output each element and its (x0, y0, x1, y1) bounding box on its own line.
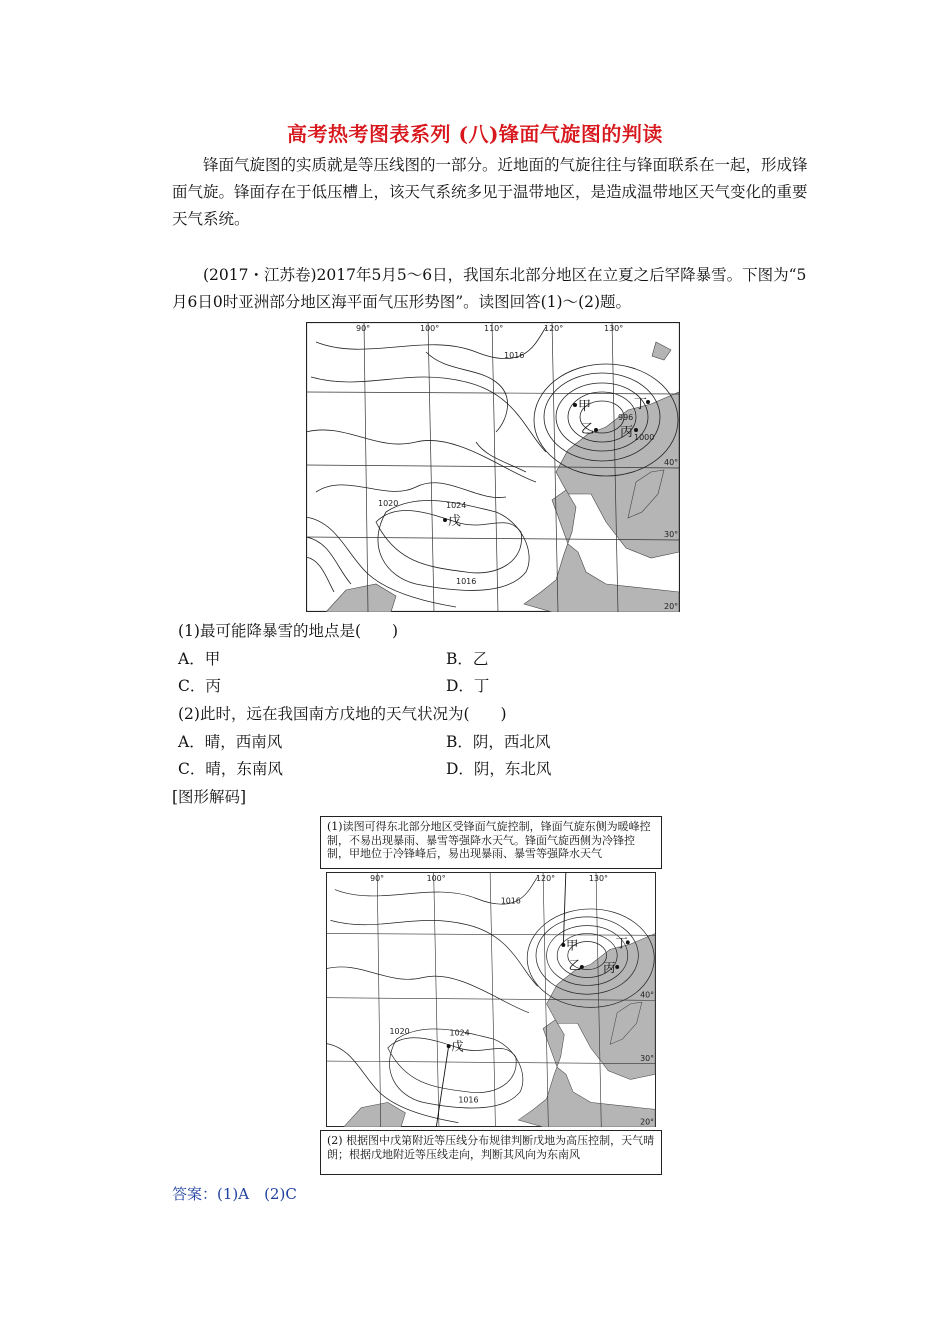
pressure-map (306, 322, 680, 612)
place-jia: 甲 (578, 399, 592, 414)
q1-option-d[interactable]: D．丁 (446, 677, 490, 695)
lon-label-100: 100° (420, 324, 440, 333)
decode-lon-130: 130° (588, 873, 609, 883)
decode-isobar-1016: 1016 (500, 896, 521, 906)
decode-place-wu: 戊 (451, 1039, 464, 1054)
decode-lat-40: 40° (640, 990, 655, 1000)
decode-place-ding: 丁 (615, 936, 628, 951)
decode-isobar-1016b: 1016 (458, 1095, 479, 1105)
decode-lat-20: 20° (640, 1117, 655, 1127)
decode-isobar-1020: 1020 (389, 1026, 410, 1036)
decode-note-2: (2) 根据图中戊第附近等压线分布规律判断戊地为高压控制，天气晴朗；根据戊地附近等压线走向，判断其风向为东南风 (320, 1130, 662, 1175)
lat-label-30: 30° (664, 530, 679, 539)
decode-pressure-map (326, 872, 656, 1127)
place-wu: 戊 (448, 514, 462, 529)
decode-lon-120: 120° (536, 873, 556, 883)
question-stem: (2017・江苏卷)2017年5月5～6日，我国东北部分地区在立夏之后罕降暴雪。下图为“5月6日0时亚洲部分地区海平面气压形势图”。读图回答(1)～(2)题。 (172, 266, 807, 311)
decode-place-yi: 乙 (568, 958, 582, 973)
q1-option-a[interactable]: A．甲 (178, 650, 221, 668)
isobar-label-996: 996 (618, 413, 634, 422)
lat-label-20: 20° (664, 602, 679, 611)
page-title: 高考热考图表系列 (八)锋面气旋图的判读 (287, 122, 663, 146)
place-yi: 乙 (581, 422, 595, 437)
decode-note-1: (1)读图可得东北部分地区受锋面气旋控制，锋面气旋东侧为暖峰控制，不易出现暴雨、暴雪等强降水天气。锋面气旋西侧为冷锋控制，甲地位于冷锋峰后，易出现暴雨、暴雪等强降水天气 (320, 816, 662, 869)
lon-label-120: 120° (544, 324, 564, 333)
q1-stem: (1)最可能降暴雪的地点是( ) (178, 622, 399, 640)
decode-lon-100: 100° (426, 873, 446, 883)
isobar-label-1020: 1020 (378, 499, 399, 508)
decode-place-jia: 甲 (566, 938, 579, 953)
lon-label-90: 90° (356, 324, 371, 333)
decode-isobar-1024: 1024 (449, 1028, 470, 1038)
decode-lon-90: 90° (370, 873, 385, 883)
q2-option-d[interactable]: D．阴，东北风 (446, 760, 552, 778)
isobar-label-1016b: 1016 (456, 577, 477, 586)
q2-option-b[interactable]: B．阴，西北风 (446, 733, 551, 751)
lon-label-130: 130° (604, 324, 624, 333)
place-bing: 丙 (620, 425, 634, 440)
decode-lat-30: 30° (640, 1054, 655, 1064)
lon-label-110: 110° (484, 324, 504, 333)
lat-label-40: 40° (664, 458, 679, 467)
q1-option-c[interactable]: C．丙 (178, 677, 221, 695)
q2-option-a[interactable]: A．晴，西南风 (178, 733, 283, 751)
q2-stem: (2)此时，远在我国南方戊地的天气状况为( ) (178, 705, 507, 723)
decode-place-bing: 丙 (603, 961, 616, 976)
q2-option-c[interactable]: C．晴，东南风 (178, 760, 283, 778)
decode-label: [图形解码] (172, 788, 247, 806)
intro-paragraph: 锋面气旋图的实质就是等压线图的一部分。近地面的气旋往往与锋面联系在一起，形成锋面气旋。锋面存在于低压槽上，该天气系统多见于温带地区，是造成温带地区天气变化的重要天气系统。 (172, 156, 808, 228)
answer: 答案：(1)A (2)C (172, 1185, 297, 1203)
isobar-label-1000: 1000 (634, 433, 655, 442)
place-ding: 丁 (634, 397, 648, 412)
q1-option-b[interactable]: B．乙 (446, 650, 489, 668)
isobar-label-1024: 1024 (446, 501, 467, 510)
isobar-label-1016: 1016 (504, 351, 525, 360)
